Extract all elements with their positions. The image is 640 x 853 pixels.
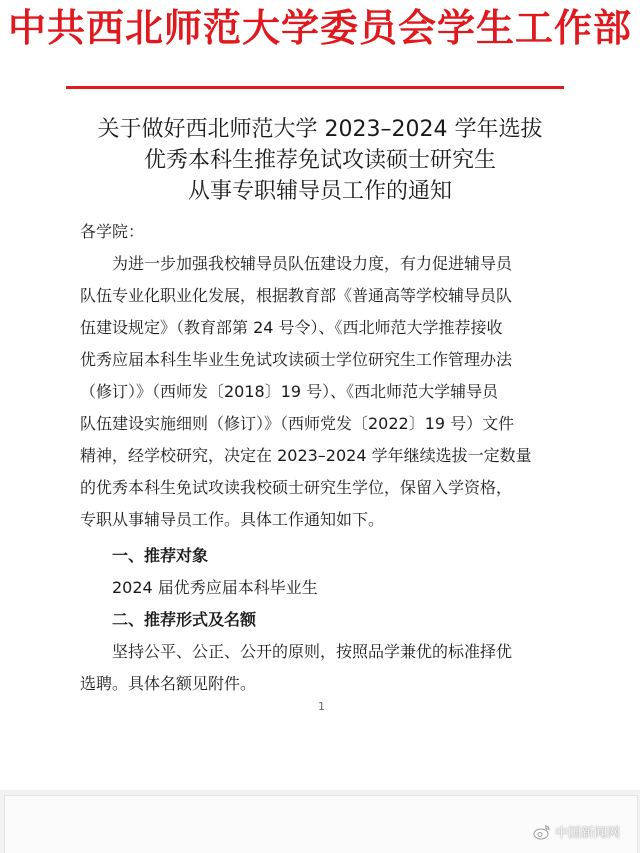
document-title-line: 关于做好西北师范大学 2023–2024 学年选拔 (97, 117, 543, 142)
document-title-line: 从事专职辅导员工作的通知 (187, 179, 452, 204)
body-line: （修订）》（西师发〔2018〕19 号）、《西北师范大学辅导员 (80, 382, 499, 401)
body-line: 队伍专业化职业化发展，根据教育部《普通高等学校辅导员队 (80, 286, 513, 305)
issuing-organization-header: 中共西北师范大学委员会学生工作部 (7, 6, 632, 50)
section-heading: 二、推荐形式及名额 (112, 610, 257, 629)
body-line: 优秀应届本科生毕业生免试攻读硕士学位研究生工作管理办法 (80, 350, 513, 369)
salutation: 各学院： (80, 222, 145, 241)
watermark-text: 中国新闻网 (554, 826, 620, 841)
weibo-icon (533, 824, 551, 840)
body-line: 伍建设规定》（教育部第 24 号令）、《西北师范大学推荐接收 (80, 318, 503, 337)
body-line: 精神，经学校研究，决定在 2023–2024 学年继续选拔一定数量 (80, 446, 532, 465)
source-watermark (533, 822, 620, 841)
header-red-rule (66, 86, 564, 89)
section-heading: 一、推荐对象 (112, 546, 209, 565)
document-title (0, 114, 640, 207)
body-line: 为进一步加强我校辅导员队伍建设力度，有力促进辅导员 (112, 254, 513, 273)
body-line: 专职从事辅导员工作。具体工作通知如下。 (80, 510, 385, 529)
body-line: 队伍建设实施细则（修订）》（西师党发〔2022〕19 号）文件 (80, 414, 515, 433)
section-text: 2024 届优秀应届本科毕业生 (112, 578, 318, 597)
body-line: 的优秀本科生免试攻读我校硕士研究生学位，保留入学资格， (80, 478, 513, 497)
section-text: 坚持公平、公正、公开的原则，按照品学兼优的标准择优 (112, 642, 513, 661)
section-text: 选聘。具体名额见附件。 (80, 674, 257, 693)
page-number: 1 (318, 700, 325, 713)
document-title-line: 优秀本科生推荐免试攻读硕士研究生 (143, 148, 496, 173)
